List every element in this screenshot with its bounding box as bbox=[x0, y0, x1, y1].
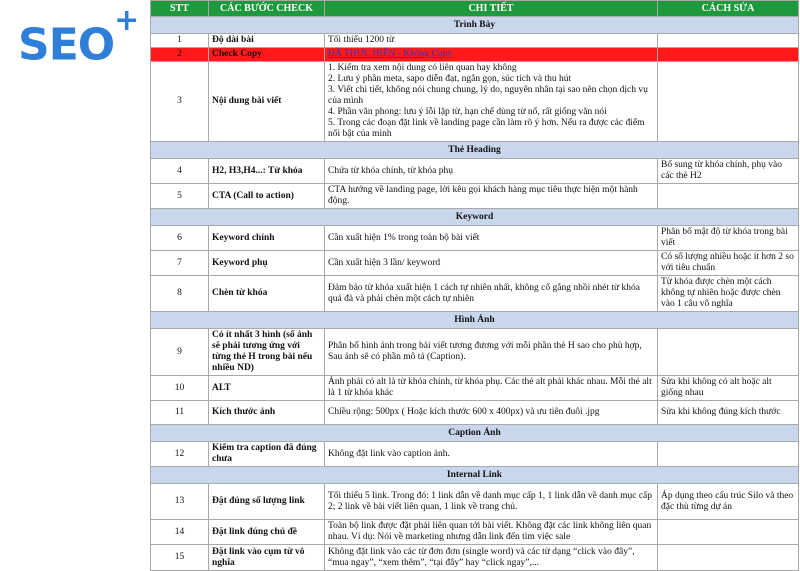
row-step: Kiểm tra caption đã đúng chưa bbox=[209, 442, 325, 467]
section-title: Internal Link bbox=[151, 467, 799, 484]
table-row bbox=[151, 442, 799, 467]
section-title: Keyword bbox=[151, 209, 799, 226]
row-step: Keyword chính bbox=[209, 226, 325, 251]
row-detail: CTA hướng về landing page, lời kêu gọi khách hàng mục tiêu thực hiện một hành động. bbox=[325, 184, 658, 209]
row-fix bbox=[658, 545, 799, 571]
seo-logo bbox=[18, 3, 139, 71]
row-step: Check Copy bbox=[209, 48, 325, 62]
row-stt: 11 bbox=[151, 401, 209, 425]
section-row bbox=[151, 425, 799, 442]
row-fix bbox=[658, 520, 799, 545]
row-step: H2, H3,H4...: Từ khóa bbox=[209, 159, 325, 184]
row-stt: 5 bbox=[151, 184, 209, 209]
row-step: Độ dài bài bbox=[209, 34, 325, 48]
table-row bbox=[151, 159, 799, 184]
row-stt: 9 bbox=[151, 329, 209, 376]
table-row bbox=[151, 520, 799, 545]
table-row bbox=[151, 484, 799, 520]
row-fix: Bổ sung từ khóa chính, phụ vào các thẻ H2 bbox=[658, 159, 799, 184]
row-stt: 8 bbox=[151, 276, 209, 312]
detail-line: 4. Phần văn phong: lưu ý lỗi lặp từ, hạn chế dùng từ nổ, rất giống văn nói bbox=[328, 107, 607, 117]
row-fix bbox=[658, 62, 799, 142]
row-detail: Không đặt link vào các từ đơn đơn (single word) và các từ dạng “click vào đây”, “mua ngay”, “xem thêm”, “tại đây” hay “click ngay”,... bbox=[325, 545, 658, 571]
section-row bbox=[151, 142, 799, 159]
row-fix: Sửa khi không đúng kích thước bbox=[658, 401, 799, 425]
table-row bbox=[151, 226, 799, 251]
logo-text: SEO bbox=[18, 19, 115, 71]
row-step: Có ít nhất 3 hình (số ảnh sẽ phải tương ứng với từng thẻ H trong bài nếu nhiều ND) bbox=[209, 329, 325, 376]
header-stt: STT bbox=[151, 1, 209, 17]
row-fix: Từ khóa được chèn một cách không tự nhiên hoặc được chèn vào 1 câu vô nghĩa bbox=[658, 276, 799, 312]
row-stt: 14 bbox=[151, 520, 209, 545]
row-detail: Cần xuất hiện 3 lần/ keyword bbox=[325, 251, 658, 276]
seo-check-table bbox=[150, 0, 799, 571]
row-detail bbox=[325, 62, 658, 142]
table-row bbox=[151, 48, 799, 62]
row-step: Đặt link đúng chủ đề bbox=[209, 520, 325, 545]
table-row bbox=[151, 545, 799, 571]
row-step: Chèn từ khóa bbox=[209, 276, 325, 312]
table-row bbox=[151, 184, 799, 209]
row-step: Kích thước ảnh bbox=[209, 401, 325, 425]
row-stt: 7 bbox=[151, 251, 209, 276]
row-fix bbox=[658, 184, 799, 209]
table-row bbox=[151, 62, 799, 142]
row-stt: 6 bbox=[151, 226, 209, 251]
row-fix bbox=[658, 442, 799, 467]
row-detail: Toàn bộ link được đặt phải liên quan tới bài viết. Không đặt các link không liên quan nhau. Ví dụ: Nói về marketing nhưng dẫn link đến tìm việc sale bbox=[325, 520, 658, 545]
row-detail: Không đặt link vào caption ảnh. bbox=[325, 442, 658, 467]
row-stt: 2 bbox=[151, 48, 209, 62]
row-step: ALT bbox=[209, 376, 325, 401]
row-detail: Phân bổ hình ảnh trong bài viết tương đương với mỗi phần thẻ H sao cho phù hợp, Sau ảnh sẽ có phần mô tả (Caption). bbox=[325, 329, 658, 376]
row-detail: Chiều rộng: 500px ( Hoặc kích thước 600 x 400px) và ưu tiên đuôi .jpg bbox=[325, 401, 658, 425]
row-step: Keyword phụ bbox=[209, 251, 325, 276]
row-detail-link[interactable]: ĐÃ THỰC HIỆN - Không Copy bbox=[325, 48, 658, 62]
logo-plus-icon: + bbox=[114, 3, 139, 38]
section-row bbox=[151, 312, 799, 329]
row-stt: 15 bbox=[151, 545, 209, 571]
detail-line: 2. Lưu ý phần meta, sapo diễn đạt, ngắn gọn, súc tích và thu hút bbox=[328, 74, 572, 84]
row-fix: Sửa khi không có alt hoặc alt giống nhau bbox=[658, 376, 799, 401]
header-step: CÁC BƯỚC CHECK bbox=[209, 1, 325, 17]
row-step: CTA (Call to action) bbox=[209, 184, 325, 209]
header-fix: CÁCH SỬA bbox=[658, 1, 799, 17]
row-fix: Áp dụng theo cấu trúc Silo và theo đặc thù từng dự án bbox=[658, 484, 799, 520]
section-title: Caption Ảnh bbox=[151, 425, 799, 442]
row-stt: 12 bbox=[151, 442, 209, 467]
row-detail: Chứa từ khóa chính, từ khóa phụ bbox=[325, 159, 658, 184]
detail-line: 3. Viết chi tiết, không nói chung chung, lý do, nguyên nhân tại sao nên chọn dịch vụ của mình bbox=[328, 85, 648, 106]
section-row bbox=[151, 209, 799, 226]
section-row bbox=[151, 17, 799, 34]
row-fix bbox=[658, 48, 799, 62]
row-stt: 10 bbox=[151, 376, 209, 401]
row-fix: Có số lượng nhiều hoặc ít hơn 2 so với tiêu chuẩn bbox=[658, 251, 799, 276]
header-detail: CHI TIẾT bbox=[325, 1, 658, 17]
section-title: Hình Ảnh bbox=[151, 312, 799, 329]
row-fix bbox=[658, 34, 799, 48]
table-row bbox=[151, 276, 799, 312]
row-detail: Cần xuất hiện 1% trong toàn bộ bài viết bbox=[325, 226, 658, 251]
detail-line: 5. Trong các đoạn đặt link về landing page cần làm rõ ý hơn. Nếu ra được các điểm nổi bật của mình bbox=[328, 118, 645, 139]
row-fix: Phân bổ mật độ từ khóa trong bài viết bbox=[658, 226, 799, 251]
row-stt: 3 bbox=[151, 62, 209, 142]
table-row bbox=[151, 329, 799, 376]
row-stt: 1 bbox=[151, 34, 209, 48]
table-row bbox=[151, 376, 799, 401]
row-detail: Đảm bảo từ khóa xuất hiện 1 cách tự nhiên nhất, không cố gắng nhồi nhét từ khóa quá đà và phải chèn một cách tự nhiên bbox=[325, 276, 658, 312]
row-step: Đặt link vào cụm từ vô nghĩa bbox=[209, 545, 325, 571]
header-row bbox=[151, 1, 799, 17]
table-row bbox=[151, 34, 799, 48]
row-stt: 13 bbox=[151, 484, 209, 520]
detail-line: 1. Kiểm tra xem nội dung có liên quan hay không bbox=[328, 63, 517, 73]
section-row bbox=[151, 467, 799, 484]
row-detail: Tối thiểu 5 link. Trong đó: 1 link dẫn về danh mục cấp 1, 1 link dẫn về danh mục cấp 2; 2 link về bài viết liên quan, 1 link về trang chủ. bbox=[325, 484, 658, 520]
row-stt: 4 bbox=[151, 159, 209, 184]
table-row bbox=[151, 401, 799, 425]
row-step: Nội dung bài viết bbox=[209, 62, 325, 142]
row-detail: Tối thiểu 1200 từ bbox=[325, 34, 658, 48]
section-title: Trình Bày bbox=[151, 17, 799, 34]
table-row bbox=[151, 251, 799, 276]
row-detail: Ảnh phải có alt là từ khóa chính, từ khóa phụ. Các thẻ alt phải khác nhau. Mỗi thẻ alt là 1 từ khóa khác bbox=[325, 376, 658, 401]
row-step: Đặt đúng số lượng link bbox=[209, 484, 325, 520]
section-title: Thẻ Heading bbox=[151, 142, 799, 159]
row-fix bbox=[658, 329, 799, 376]
